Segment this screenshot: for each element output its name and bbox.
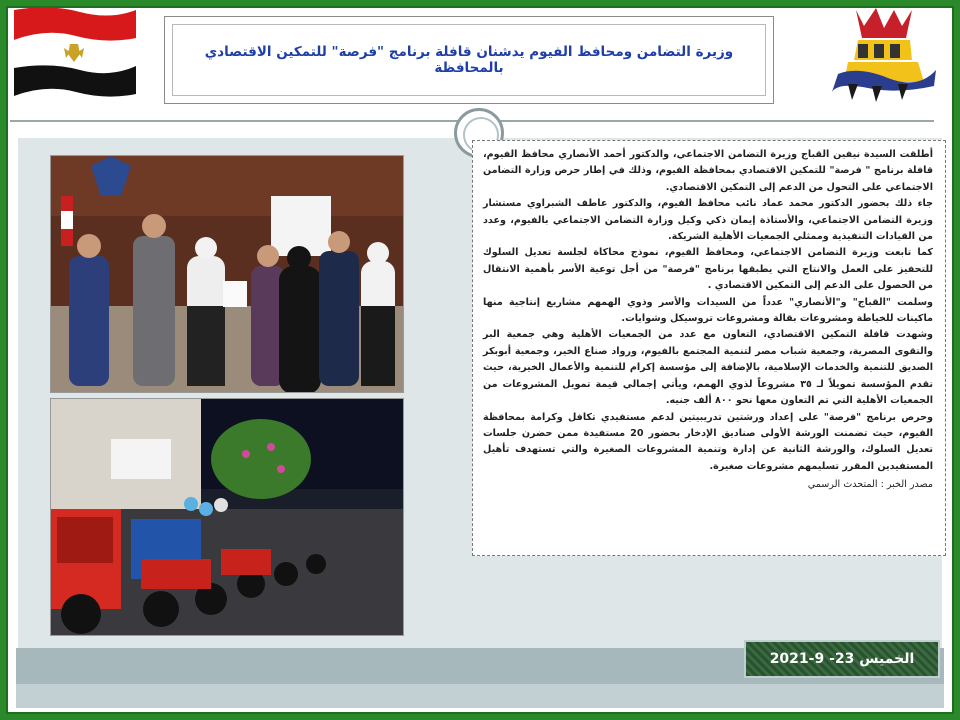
motorcycles-photo xyxy=(50,398,404,636)
article-paragraph: أطلقت السيدة نيفين القباج وزيرة التضامن الاجتماعي، والدكتور أحمد الأنصاري محافظ الفيوم، قافلة برنامج " فرصة" للتمكين الاقتصادي بمحافظة الفيوم، وذلك في إطار حرص وزارة التضامن الاجتماعي على التحول من الدعم إلى التمكين الاقتصادي. xyxy=(483,149,933,193)
news-source: مصدر الخبر : المتحدث الرسمي xyxy=(807,479,933,491)
article-panel xyxy=(472,140,946,556)
fayoum-logo-icon xyxy=(828,4,940,106)
article-paragraph: كما تابعت وزيرة التضامن الاجتماعي، ومحافظ الفيوم، نموذج محاكاة لجلسة تعديل السلوك للتحفيز على العمل والانتاج التي يطبقها برنامج "فرصة" من أجل توعية الأسر بأهمية الانتقال من الحصول على الدعم إلى التمكين الاقتصادي . xyxy=(483,247,933,292)
date-box xyxy=(744,640,940,678)
egypt-flag-icon xyxy=(10,4,140,100)
publication-date: الخميس 23- 9-2021 xyxy=(769,651,915,667)
page-title: وزيرة التضامن ومحافظ الفيوم يدشنان قافلة برنامج "فرصة" للتمكين الاقتصادي بالمحافظة xyxy=(204,44,734,76)
article-paragraph: جاء ذلك بحضور الدكتور محمد عماد نائب محافظ الفيوم، والدكتور عاطف الشبراوي مستشار وزيرة التضامن الاجتماعي، والأستاذة إيمان ذكي وكيل وزارة التضامن الاجتماعي بالفيوم، وعدد من القيادات التنفيذية وممثلي الجمعيات الأهلية الشريكة. xyxy=(483,198,933,243)
article-paragraph: وحرص برنامج "فرصة" على إعداد ورشتين تدريبيتين لدعم مستفيدي تكافل وكرامة بمحافظة الفيوم، حيث تضمنت الورشة الأولى صناديق الإدخار بحضور 20 مستفيدة ممن حضرن جلسات تعديل السلوك، والورشة الثانية عن إدارة وتنمية المشروعات الصغيرة والتي تستهدف تأهيل المستفيدين المقرر تسليمهم مشروعات صغيرة. xyxy=(483,411,933,472)
article-paragraph: وسلمت "القباج" و"الأنصاري" عدداً من السيدات والأسر وذوي الهمهم مشاريع إنتاجية منها ماكينات للخياطة ومشروعات بقالة ومشروعات تروسيكل وشوايات. xyxy=(483,296,933,325)
motorcycles-photo-icon xyxy=(51,399,404,636)
ceremony-photo xyxy=(50,155,404,393)
ceremony-photo-icon xyxy=(51,156,404,393)
title-box xyxy=(164,16,774,104)
article-paragraph: وشهدت قافلة التمكين الاقتصادي، التعاون مع عدد من الجمعيات الأهلية وهي جمعية البر والتقوى المصرية، وجمعية شباب مصر لتنمية المجتمع بالفيوم، ورواد صناع الخير، وجمعية أبوبكر الصديق للتنمية والخدمات الإسلامية، بالإضافة إلى مؤسسة إكرام للتنمية والأعمال الخيرية، حيث تقدم المؤسسة تمويلاً لـ ٣٥ مشروعاً لذوي الهمم، ويأتي إجمالي قيمة تمويل المشروعات من الجمعيات الأهلية التي تم التعاون معها نحو ٨٠٠ ألف جنيه. xyxy=(483,329,933,407)
footer-strip xyxy=(16,684,944,708)
title-inner-frame xyxy=(172,24,766,96)
